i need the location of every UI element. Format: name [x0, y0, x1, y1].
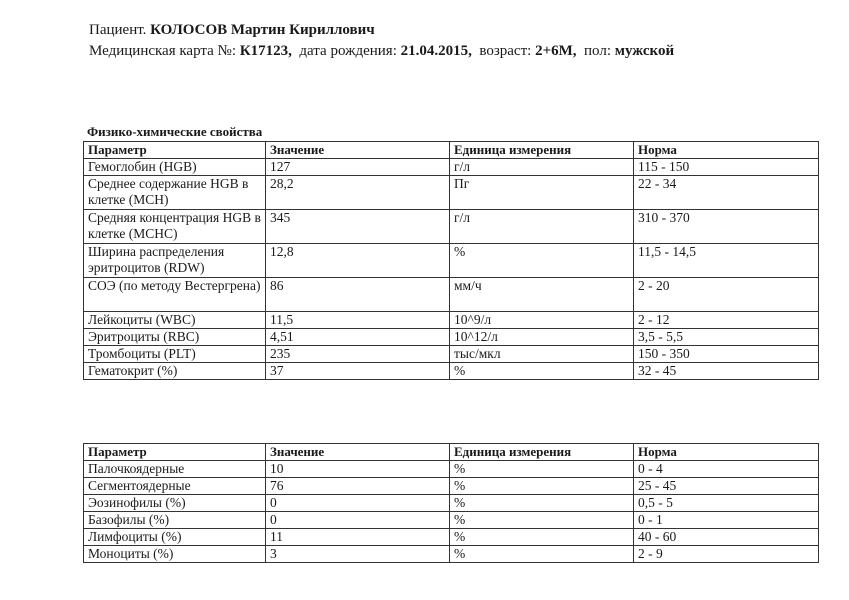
table-row: [84, 529, 819, 546]
value-cell: 345: [266, 210, 450, 244]
value-cell: 11: [266, 529, 450, 546]
table-row: [84, 312, 819, 329]
parameter-cell: Гематокрит (%): [84, 363, 266, 380]
parameter-cell: Палочкоядерные: [84, 461, 266, 478]
parameter-cell: Гемоглобин (HGB): [84, 159, 266, 176]
table-row: [84, 478, 819, 495]
table-row: [84, 244, 819, 278]
table-row: [84, 363, 819, 380]
table-row: [84, 461, 819, 478]
table-row: [84, 495, 819, 512]
norm-cell: 2 - 20: [634, 278, 819, 312]
table-row: [84, 329, 819, 346]
parameter-cell: Эритроциты (RBC): [84, 329, 266, 346]
norm-cell: 0 - 4: [634, 461, 819, 478]
value-cell: 4,51: [266, 329, 450, 346]
header-unit: Единица измерения: [450, 142, 634, 159]
parameter-cell: Базофилы (%): [84, 512, 266, 529]
value-cell: 12,8: [266, 244, 450, 278]
unit-cell: %: [450, 546, 634, 563]
value-cell: 10: [266, 461, 450, 478]
unit-cell: %: [450, 363, 634, 380]
header-norm: Норма: [634, 444, 819, 461]
norm-cell: 3,5 - 5,5: [634, 329, 819, 346]
norm-cell: 2 - 12: [634, 312, 819, 329]
norm-cell: 310 - 370: [634, 210, 819, 244]
parameter-cell: Эозинофилы (%): [84, 495, 266, 512]
parameter-cell: Лимфоциты (%): [84, 529, 266, 546]
unit-cell: Пг: [450, 176, 634, 210]
norm-cell: 2 - 9: [634, 546, 819, 563]
header-value: Значение: [266, 444, 450, 461]
dob-value: 21.04.2015,: [400, 43, 472, 59]
table-row: [84, 278, 819, 312]
header-parameter: Параметр: [84, 444, 266, 461]
table-header-row: [84, 142, 819, 159]
table-row: [84, 159, 819, 176]
norm-cell: 0,5 - 5: [634, 495, 819, 512]
parameter-cell: Ширина распределения эритроцитов (RDW): [84, 244, 266, 278]
section-title-physchem: Физико-химические свойства: [87, 124, 263, 139]
value-cell: 235: [266, 346, 450, 363]
unit-cell: %: [450, 244, 634, 278]
parameter-cell: Лейкоциты (WBC): [84, 312, 266, 329]
table-row: [84, 346, 819, 363]
table-row: [84, 512, 819, 529]
unit-cell: %: [450, 512, 634, 529]
value-cell: 11,5: [266, 312, 450, 329]
unit-cell: %: [450, 529, 634, 546]
parameter-cell: Тромбоциты (PLT): [84, 346, 266, 363]
unit-cell: 10^12/л: [450, 329, 634, 346]
sex-label: пол:: [584, 43, 612, 59]
unit-cell: %: [450, 495, 634, 512]
header-value: Значение: [266, 142, 450, 159]
table-row: [84, 176, 819, 210]
norm-cell: 150 - 350: [634, 346, 819, 363]
table-row: [84, 546, 819, 563]
value-cell: 3: [266, 546, 450, 563]
norm-cell: 40 - 60: [634, 529, 819, 546]
table-row: [84, 210, 819, 244]
patient-name-row: [89, 20, 674, 41]
value-cell: 76: [266, 478, 450, 495]
card-label: Медицинская карта №:: [89, 43, 237, 59]
parameter-cell: Сегментоядерные: [84, 478, 266, 495]
physchem-table: [83, 141, 819, 380]
value-cell: 86: [266, 278, 450, 312]
unit-cell: тыс/мкл: [450, 346, 634, 363]
card-number: К17123,: [239, 43, 292, 59]
unit-cell: %: [450, 461, 634, 478]
norm-cell: 32 - 45: [634, 363, 819, 380]
age-label: возраст:: [479, 43, 532, 59]
norm-cell: 22 - 34: [634, 176, 819, 210]
header-norm: Норма: [634, 142, 819, 159]
value-cell: 0: [266, 512, 450, 529]
parameter-cell: СОЭ (по методу Вестергрена): [84, 278, 266, 312]
sex-value: мужской: [614, 43, 675, 59]
value-cell: 127: [266, 159, 450, 176]
unit-cell: г/л: [450, 210, 634, 244]
parameter-cell: Моноциты (%): [84, 546, 266, 563]
patient-label: Пациент.: [89, 22, 147, 38]
table-header-row: [84, 444, 819, 461]
parameter-cell: Среднее содержание HGB в клетке (MCH): [84, 176, 266, 210]
patient-info-row: [89, 41, 674, 62]
parameter-cell: Средняя концентрация HGB в клетке (MCHC): [84, 210, 266, 244]
value-cell: 0: [266, 495, 450, 512]
patient-name: КОЛОСОВ Мартин Кириллович: [150, 22, 375, 38]
leukocyte-formula-table: [83, 443, 819, 563]
header-unit: Единица измерения: [450, 444, 634, 461]
header-parameter: Параметр: [84, 142, 266, 159]
norm-cell: 115 - 150: [634, 159, 819, 176]
norm-cell: 0 - 1: [634, 512, 819, 529]
patient-header: [89, 20, 674, 62]
value-cell: 37: [266, 363, 450, 380]
age-value: 2+6М,: [535, 43, 577, 59]
unit-cell: мм/ч: [450, 278, 634, 312]
dob-label: дата рождения:: [299, 43, 397, 59]
unit-cell: г/л: [450, 159, 634, 176]
unit-cell: 10^9/л: [450, 312, 634, 329]
norm-cell: 11,5 - 14,5: [634, 244, 819, 278]
unit-cell: %: [450, 478, 634, 495]
norm-cell: 25 - 45: [634, 478, 819, 495]
value-cell: 28,2: [266, 176, 450, 210]
